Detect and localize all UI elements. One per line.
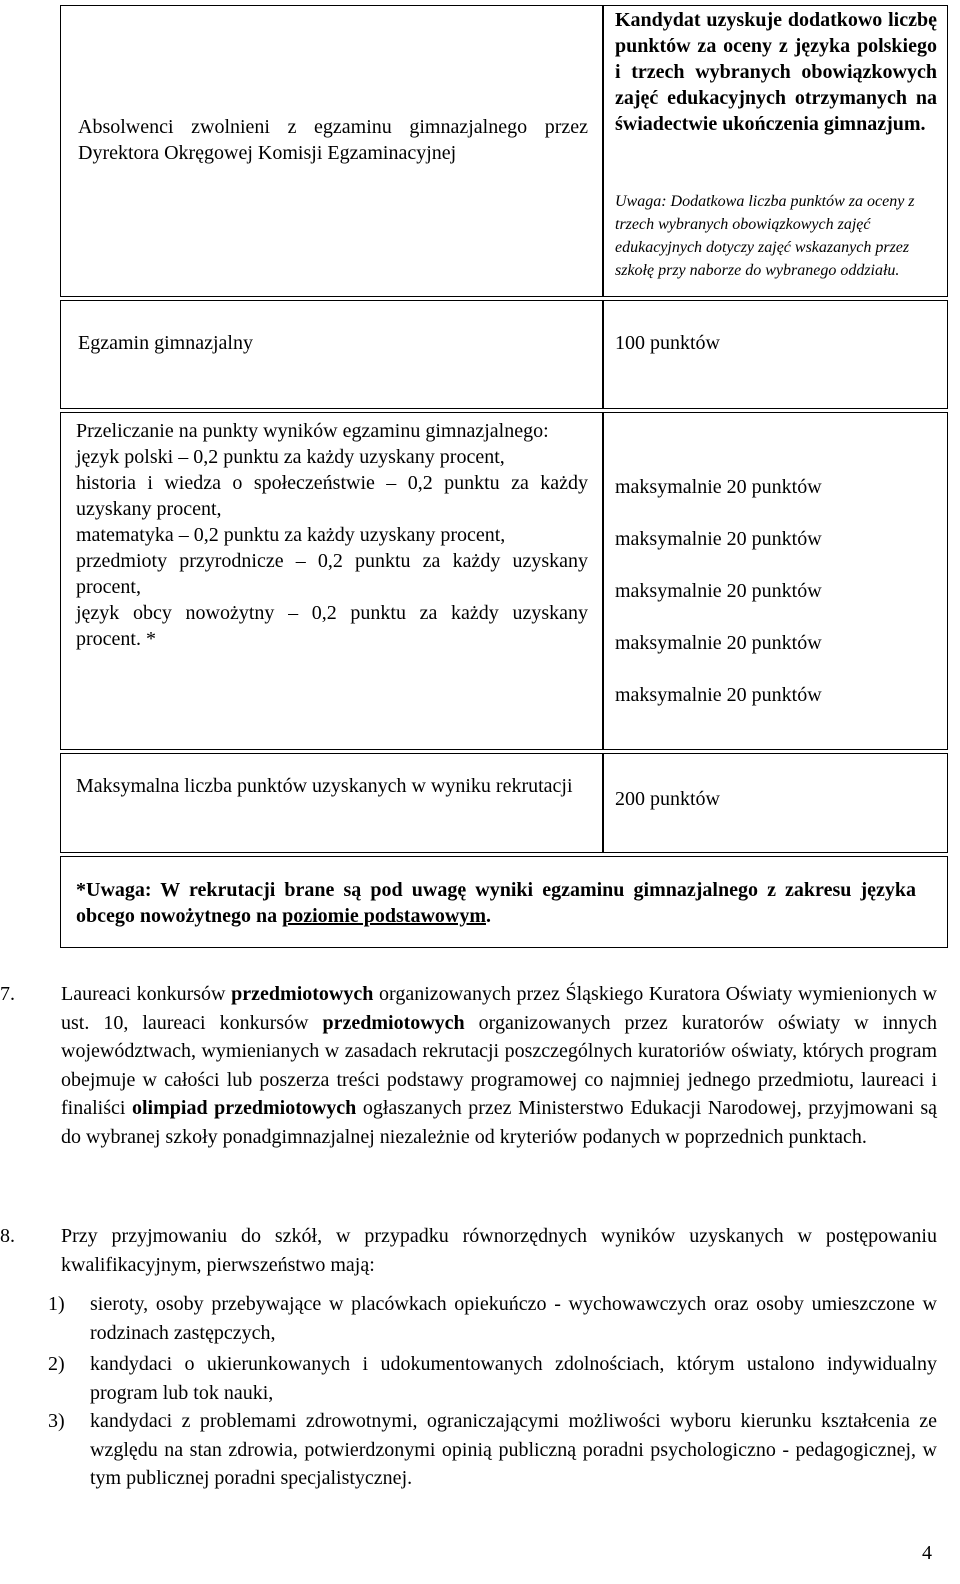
item-3-number: 3) [48, 1410, 65, 1432]
table-cell-row4-left [60, 753, 603, 853]
section-8-item-2 [0, 1350, 937, 1407]
note-text [76, 877, 916, 929]
section-7-number: 7. [0, 983, 15, 1005]
section-8-item-1 [0, 1290, 937, 1347]
section-8-text: Przy przyjmowaniu do szkół, w przypadku równorzędnych wyników uzyskanych w postępowaniu kwalifikacyjnym, pierwszeństwo mają: [61, 1225, 937, 1276]
note-main: *Uwaga: W rekrutacji brane są pod uwagę wyniki egzaminu gimnazjalnego z zakresu języka obcego nowożytnego na [76, 879, 916, 927]
section-7 [0, 980, 937, 1152]
row3-subject-5: język obcy nowożytny – 0,2 punktu za każdy uzyskany procent. * [76, 602, 588, 650]
row3-left-block [76, 418, 588, 652]
row3-subject-1: język polski – 0,2 punktu za każdy uzyskany procent, [76, 446, 505, 468]
row4-right-text: 200 punktów [615, 788, 720, 810]
s7-part-4: ogłaszanych przez Ministerstwo Edukacji Narodowej, przyjmowani są do wybranej szkoły ponadgimnazjalnej niezależnie od kryteriów podanych w poprzednich punktach. [61, 1097, 937, 1148]
row3-subject-3: matematyka – 0,2 punktu za każdy uzyskany procent, [76, 524, 506, 546]
row1-right-bold: Kandydat uzyskuje dodatkowo liczbę punktów za oceny z języka polskiego i trzech wybranych obowiązkowych zajęć edukacyjnych otrzymanych na świadectwie ukończenia gimnazjum. [615, 9, 937, 135]
row3-max-4: maksymalnie 20 punktów [615, 632, 822, 654]
section-8 [0, 1222, 937, 1279]
s7-part-2: organizowanych przez Śląskiego Kuratora Oświaty wymienionych w ust. 10, laureaci konkursów [61, 983, 937, 1034]
row3-max-2: maksymalnie 20 punktów [615, 528, 822, 550]
row1-right-note: Uwaga: Dodatkowa liczba punktów za oceny z trzech wybranych obowiązkowych zajęć edukacyjnych dotyczy zajęć wskazanych przez szkołę przy naborze do wybranego oddziału. [615, 193, 915, 279]
s7-part-3: organizowanych przez kuratorów oświaty w innych województwach, wymienianych w zasadach rekrutacji poszczególnych kuratoriów oświaty, których program obejmuje w całości lub poszerza treści podstawy programowej co najmniej jednego przedmiotu, laureaci i finaliści [61, 1011, 937, 1120]
row3-intro: Przeliczanie na punkty wyników egzaminu gimnazjalnego: [76, 420, 549, 442]
note-underlined: poziomie podstawowym [282, 905, 486, 927]
s7-part-1: Laureaci konkursów [61, 983, 232, 1005]
item-1-text: sieroty, osoby przebywające w placówkach opiekuńczo - wychowawczych oraz osoby umieszczone w rodzinach zastępczych, [90, 1293, 937, 1344]
item-2-text: kandydaci o ukierunkowanych i udokumentowanych zdolnościach, którym ustalono indywidualny program lub tok nauki, [90, 1353, 937, 1404]
row3-subject-4: przedmioty przyrodnicze – 0,2 punktu za każdy uzyskany procent, [76, 550, 588, 598]
row3-max-5: maksymalnie 20 punktów [615, 684, 822, 706]
note-end: . [486, 905, 491, 927]
item-3-text: kandydaci z problemami zdrowotnymi, ograniczającymi możliwości wyboru kierunku kształcenia ze względu na stan zdrowia, potwierdzonymi opinią publiczną poradni psychologiczno - pedagogicznej, w tym publicznej poradni specjalistycznej. [90, 1410, 937, 1490]
row3-max-1: maksymalnie 20 punktów [615, 476, 822, 498]
item-1-number: 1) [48, 1293, 65, 1315]
row3-subject-2: historia i wiedza o społeczeństwie – 0,2 punktu za każdy uzyskany procent, [76, 472, 588, 520]
row2-right-text: 100 punktów [615, 332, 720, 354]
section-7-text [61, 980, 937, 1152]
item-2-number: 2) [48, 1353, 65, 1375]
s7-bold-1: przedmiotowych [231, 983, 374, 1005]
section-8-item-3 [0, 1407, 937, 1493]
row3-max-3: maksymalnie 20 punktów [615, 580, 822, 602]
row2-left-text: Egzamin gimnazjalny [78, 332, 253, 354]
row1-left-text: Absolwenci zwolnieni z egzaminu gimnazjalnego przez Dyrektora Okręgowej Komisji Egzaminacyjnej [78, 116, 588, 164]
s7-bold-3: olimpiad przedmiotowych [131, 1097, 357, 1120]
row4-left-text: Maksymalna liczba punktów uzyskanych w wyniku rekrutacji [76, 775, 573, 797]
s7-bold-2: przedmiotowych [322, 1011, 465, 1034]
page-number: 4 [922, 1542, 932, 1564]
section-8-number: 8. [0, 1225, 15, 1247]
